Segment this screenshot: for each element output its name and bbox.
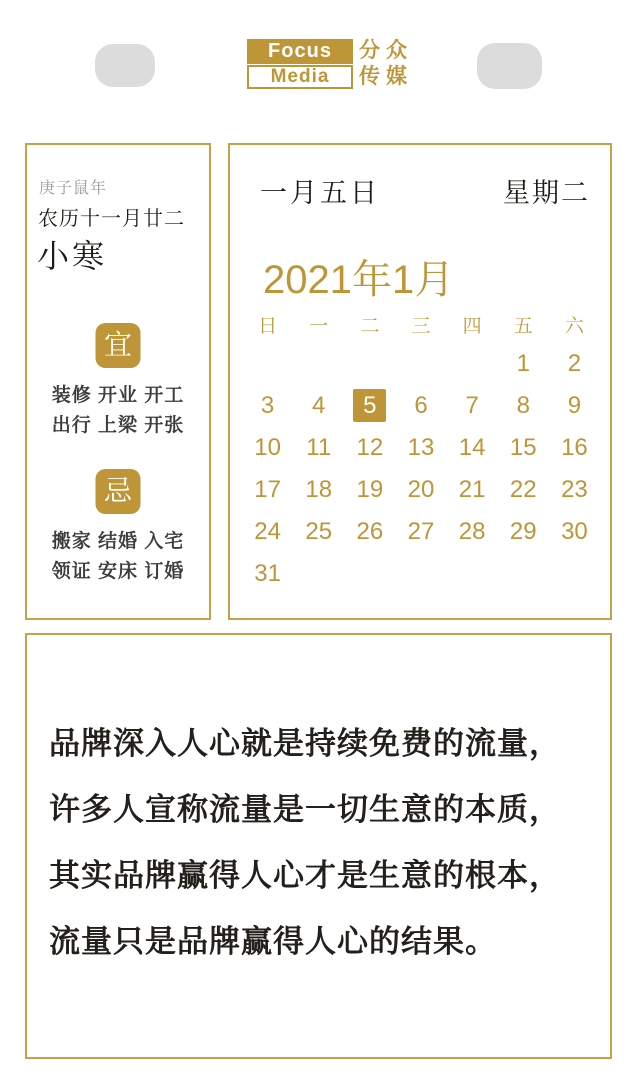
calendar-day[interactable]: 17 [254,475,281,503]
calendar-day[interactable]: 23 [561,475,588,503]
calendar-empty-cell [344,344,395,383]
lunar-date-label: 农历十一月廿二 [38,208,185,230]
logo-cn-line2: 传媒 [359,65,413,88]
logo-cn-line1: 分众 [359,39,413,62]
calendar-day[interactable]: 18 [305,475,333,503]
calendar-day[interactable]: 31 [254,559,281,587]
calendar-empty-cell [447,344,498,383]
month-title: 2021年1月 [263,258,455,302]
taboo-line2: 领证 安床 订婚 [51,561,185,582]
calendar-day[interactable]: 25 [305,517,333,545]
calendar-day[interactable]: 19 [356,475,384,503]
weekday-header: 五 [513,315,533,337]
logo-chinese-name [359,38,413,90]
header-pill-left [95,44,155,87]
calendar-day[interactable]: 26 [356,517,384,545]
selected-day-badge: 5 [353,389,386,422]
calendar-day[interactable]: 11 [306,433,332,461]
auspicious-yi-icon: 宜 [96,323,141,368]
calendar-day[interactable]: 20 [407,475,435,503]
logo-focus-wordmark: Focus [247,39,353,64]
calendar-day[interactable]: 13 [407,433,435,461]
calendar-empty-cell [293,344,344,383]
calendar-day[interactable]: 27 [407,517,435,545]
calendar-day[interactable]: 29 [509,517,537,545]
almanac-panel [25,143,211,620]
calendar-empty-cell [242,344,293,383]
calendar-day[interactable]: 28 [458,517,486,545]
current-weekday-label: 星期二 [503,178,590,208]
calendar-day[interactable]: 15 [509,433,537,461]
solar-term-label: 小寒 [37,238,108,274]
calendar-day[interactable]: 2 [567,349,582,377]
quote-panel [25,633,612,1059]
weekday-header: 一 [309,315,329,337]
calendar-day[interactable]: 12 [356,433,384,461]
calendar-day[interactable]: 16 [561,433,588,461]
calendar-day[interactable]: 21 [458,475,486,503]
weekday-header: 三 [411,315,431,337]
calendar-empty-cell [395,344,446,383]
calendar-day[interactable]: 7 [465,391,479,419]
focus-media-logo [247,39,413,91]
calendar-grid [242,307,600,593]
current-date-label: 一月五日 [260,178,380,208]
calendar-day[interactable]: 30 [561,517,588,545]
calendar-day[interactable]: 14 [458,433,486,461]
calendar-day[interactable]: 10 [254,433,281,461]
calendar-day[interactable]: 24 [254,517,281,545]
weekday-header: 四 [462,315,482,337]
weekday-header: 二 [360,315,380,337]
taboo-line1: 搬家 结婚 入宅 [51,531,185,552]
auspicious-line1: 装修 开业 开工 [51,385,185,406]
calendar-day[interactable]: 4 [312,391,326,419]
taboo-ji-icon: 忌 [96,469,141,514]
quote-line-3: 其实品牌赢得人心才是生意的根本， [49,858,561,893]
weekday-header: 六 [564,315,584,337]
calendar-day[interactable]: 9 [567,391,582,419]
header-pill-right [477,43,542,89]
quote-line-2: 许多人宣称流量是一切生意的本质， [49,792,561,827]
weekday-header: 日 [258,315,278,337]
calendar-day[interactable]: 3 [260,391,275,419]
calendar-day[interactable] [344,386,395,425]
calendar-day[interactable]: 22 [509,475,537,503]
calendar-day[interactable]: 6 [414,391,428,419]
quote-line-4: 流量只是品牌赢得人心的结果。 [49,924,497,959]
auspicious-line2: 出行 上梁 开张 [51,415,185,436]
logo-media-wordmark: Media [247,65,353,89]
brand-quote [27,635,610,975]
calendar-day[interactable]: 8 [516,391,530,419]
auspicious-activities [27,381,209,441]
ganzhi-year-label: 庚子鼠年 [39,180,108,197]
quote-line-1: 品牌深入人心就是持续免费的流量， [49,726,561,761]
calendar-panel [228,143,612,620]
calendar-day[interactable]: 1 [516,349,530,377]
taboo-activities [27,527,209,587]
